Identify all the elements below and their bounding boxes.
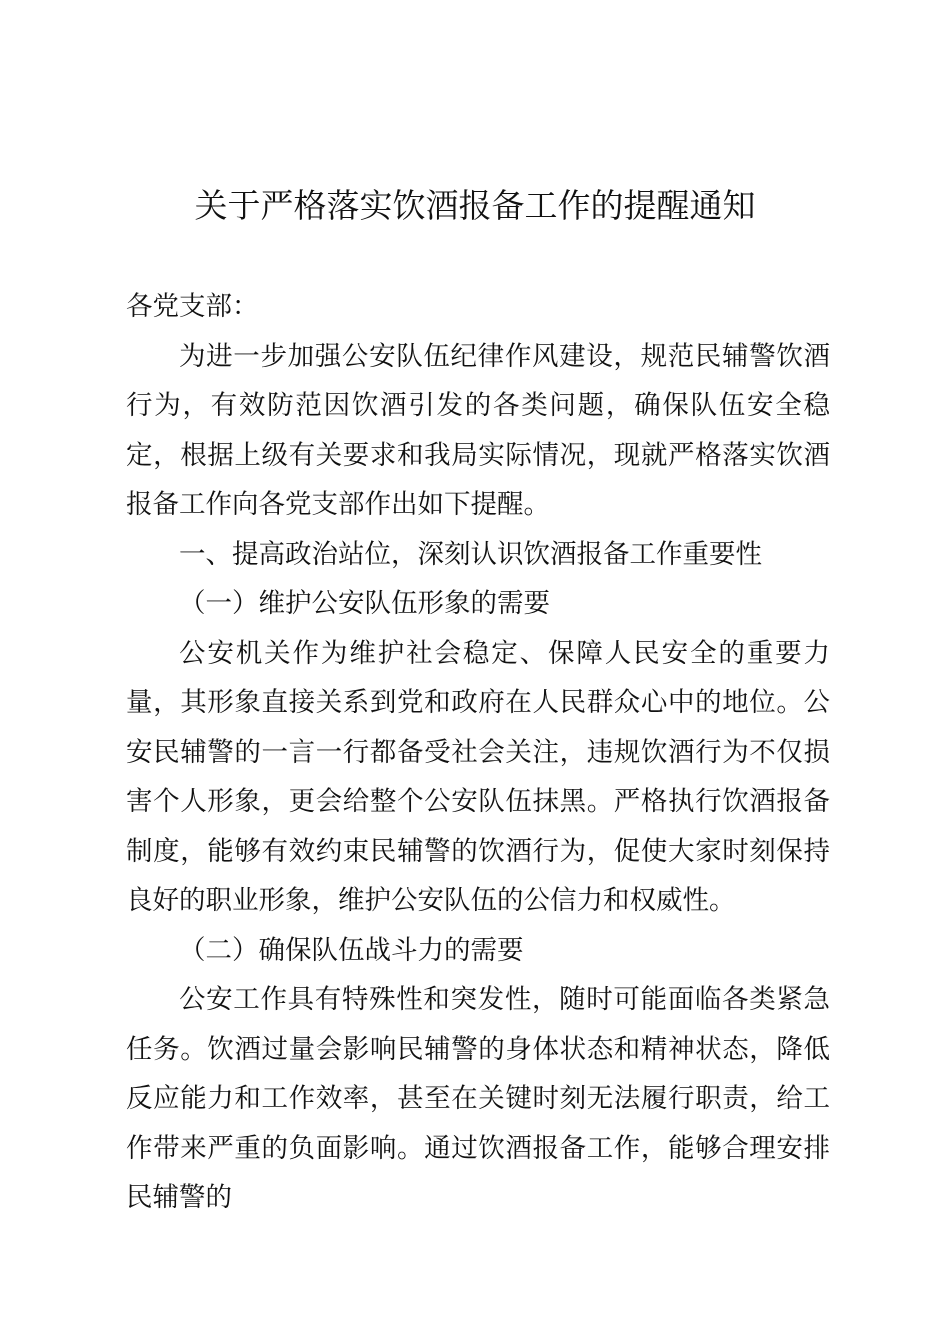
document-title: 关于严格落实饮酒报备工作的提醒通知 (194, 186, 756, 225)
subsection-paragraph-1: 公安机关作为维护社会稳定、保障人民安全的重要力量，其形象直接关系到党和政府在人民群众心中的地位。公安民辅警的一言一行都备受社会关注，违规饮酒行为不仅损害个人形象，更会给整个公安队伍抹黑。严格执行饮酒报备制度，能够有效约束民辅警的饮酒行为，促使大家时刻保持良好的职业形象，维护公安队伍的公信力和权威性。 (126, 637, 830, 916)
intro-paragraph: 为进一步加强公安队伍纪律作风建设，规范民辅警饮酒行为，有效防范因饮酒引发的各类问题，确保队伍安全稳定，根据上级有关要求和我局实际情况，现就严格落实饮酒报备工作向各党支部作出如下提醒。 (126, 340, 830, 520)
subsection-heading-2: （二）确保队伍战斗力的需要 (179, 934, 524, 966)
section-heading-1: 一、提高政治站位，深刻认识饮酒报备工作重要性 (179, 538, 762, 570)
subsection-heading-1: （一）维护公安队伍形象的需要 (179, 588, 550, 619)
subsection-paragraph-2: 公安工作具有特殊性和突发性，随时可能面临各类紧急任务。饮酒过量会影响民辅警的身体状态和精神状态，降低反应能力和工作效率，甚至在关键时刻无法履行职责，给工作带来严重的负面影响。通过饮酒报备工作，能够合理安排民辅警的 (126, 984, 830, 1213)
document-body (126, 282, 830, 1223)
salutation: 各党支部： (126, 291, 259, 322)
